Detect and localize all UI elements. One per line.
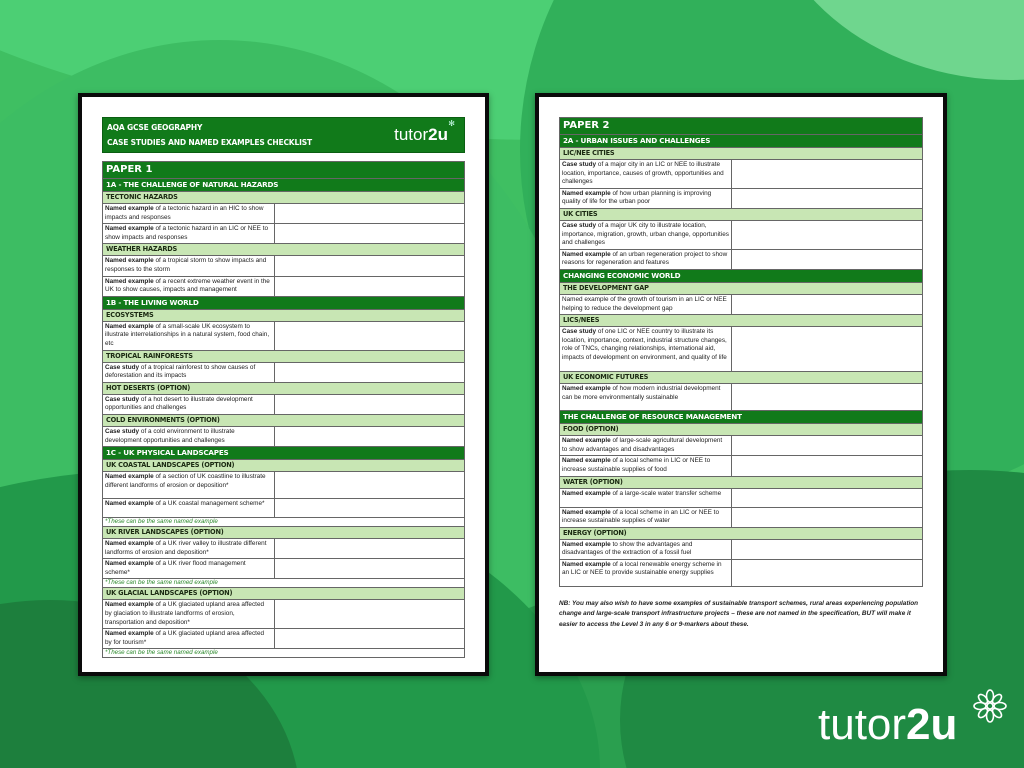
answer-cell[interactable] — [275, 426, 465, 446]
item-type-label: Named example — [105, 322, 154, 330]
checklist-item-row — [560, 188, 923, 208]
item-type-label: Case study — [105, 363, 140, 371]
section-header-row — [103, 179, 465, 192]
item-description — [103, 472, 275, 499]
subsection-header-row — [560, 148, 923, 160]
item-description — [560, 220, 732, 249]
item-type-label: Named example — [105, 205, 154, 212]
item-text: of a recent extreme weather event in the UK to show causes, impacts and management — [105, 277, 270, 294]
item-description — [103, 559, 275, 579]
item-text: of a local scheme in an LIC or NEE to increase sustainable supplies of water — [562, 508, 720, 525]
item-text: of a local scheme in LIC or NEE to increase sustainable supplies of food — [562, 457, 711, 473]
document-title-line-2: CASE STUDIES AND NAMED EXAMPLES CHECKLIST — [107, 137, 312, 147]
checklist-item-row — [560, 327, 923, 372]
item-description — [103, 394, 275, 414]
item-type-label: Named example — [105, 540, 154, 548]
subsection-header-row — [103, 309, 465, 321]
subsection-heading: UK GLACIAL LANDSCAPES (OPTION) — [103, 588, 465, 600]
item-description — [560, 488, 732, 507]
answer-cell[interactable] — [275, 321, 465, 350]
checklist-item-row — [560, 294, 923, 314]
item-description — [560, 327, 732, 372]
item-text: of large-scale agricultural development to show advantages and disadvantages — [562, 437, 723, 453]
item-type-label: Named example — [105, 225, 154, 233]
answer-cell[interactable] — [275, 499, 465, 518]
subsection-heading: TROPICAL RAINFORESTS — [103, 350, 465, 362]
answer-cell[interactable] — [275, 204, 465, 224]
answer-cell[interactable] — [732, 327, 923, 372]
item-text: to show the advantages and disadvantages of the extraction of a fossil fuel — [562, 540, 693, 557]
item-description — [560, 249, 732, 269]
item-type-label: Named example — [562, 540, 611, 548]
item-type-label: Named example — [562, 457, 611, 465]
item-type-label: Case study — [562, 328, 597, 336]
logo-text-bold: 2u — [428, 125, 448, 144]
item-text: of a local renewable energy scheme in an LIC or NEE to provide sustainable energy supplies — [562, 560, 722, 577]
item-type-label: Named example — [105, 257, 154, 265]
item-text: of a tropical storm to show impacts and responses to the storm — [105, 257, 267, 273]
subsection-header-row — [103, 460, 465, 472]
item-description — [560, 436, 732, 456]
item-text: of one LIC or NEE country to illustrate its location, importance, context, industrial structure changes, role of TNCs, changing relationships, international aid, impacts of development on environment, and quality of life — [562, 328, 727, 361]
answer-cell[interactable] — [275, 472, 465, 499]
subsection-heading: HOT DESERTS (OPTION) — [103, 382, 465, 394]
subsection-header-row — [103, 414, 465, 426]
answer-cell[interactable] — [275, 629, 465, 649]
subsection-header-row — [560, 315, 923, 327]
item-type-label: Named example — [562, 385, 611, 393]
answer-cell[interactable] — [275, 256, 465, 276]
same-example-note: *These can be the same named example — [103, 518, 465, 527]
checklist-item-row — [103, 394, 465, 414]
subsection-heading: LIC/NEE CITIES — [560, 148, 923, 160]
answer-cell[interactable] — [732, 220, 923, 249]
checklist-item-row — [103, 224, 465, 244]
item-description — [103, 362, 275, 382]
checklist-page-1 — [78, 93, 489, 676]
section-heading: 1A - THE CHALLENGE OF NATURAL HAZARDS — [103, 179, 465, 192]
section-header-row — [103, 447, 465, 460]
subsection-header-row — [560, 424, 923, 436]
checklist-item-row — [560, 456, 923, 476]
item-description — [560, 188, 732, 208]
checklist-item-row — [103, 499, 465, 518]
answer-cell[interactable] — [732, 249, 923, 269]
item-description — [103, 204, 275, 224]
answer-cell[interactable] — [732, 559, 923, 586]
subsection-heading: ECOSYSTEMS — [103, 309, 465, 321]
checklist-item-row — [103, 276, 465, 296]
answer-cell[interactable] — [275, 362, 465, 382]
item-description — [103, 539, 275, 559]
item-type-label: Named example — [562, 250, 611, 258]
item-description — [103, 256, 275, 276]
item-type-label: Case study — [105, 395, 140, 403]
subsection-heading: UK CITIES — [560, 208, 923, 220]
subsection-header-row — [103, 244, 465, 256]
checklist-item-row — [103, 426, 465, 446]
subsection-header-row — [103, 382, 465, 394]
checklist-item-row — [560, 507, 923, 527]
item-type-label: Named example — [105, 500, 154, 508]
subsection-heading: COLD ENVIRONMENTS (OPTION) — [103, 414, 465, 426]
subsection-heading: ENERGY (OPTION) — [560, 527, 923, 539]
item-text: of a tectonic hazard in an HIC to show impacts and responses — [105, 205, 264, 221]
document-title-banner — [102, 117, 465, 153]
answer-cell[interactable] — [732, 188, 923, 208]
subsection-header-row — [560, 476, 923, 488]
checklist-item-row — [560, 559, 923, 586]
item-text: of a UK coastal management scheme* — [153, 500, 265, 508]
same-example-note: *These can be the same named example — [103, 579, 465, 588]
checklist-item-row — [103, 629, 465, 649]
item-text: of an urban regeneration project to show reasons for regeneration and features — [562, 250, 728, 267]
subsection-heading: UK ECONOMIC FUTURES — [560, 372, 923, 384]
checklist-item-row — [560, 488, 923, 507]
section-header-row — [560, 269, 923, 282]
item-text: of how urban planning is improving quality of life for the urban poor — [562, 189, 712, 206]
answer-cell[interactable] — [732, 456, 923, 476]
subsection-header-row — [560, 372, 923, 384]
section-header-row — [103, 296, 465, 309]
item-description — [103, 224, 275, 244]
checklist-item-row — [103, 204, 465, 224]
item-type-label: Named example — [562, 508, 611, 516]
subsection-heading: THE DEVELOPMENT GAP — [560, 282, 923, 294]
section-header-row — [560, 411, 923, 424]
item-text: of a UK glaciated upland area affected by for tourism* — [105, 630, 265, 646]
section-heading: THE CHALLENGE OF RESOURCE MANAGEMENT — [560, 411, 923, 424]
item-type-label: Named example — [105, 601, 154, 609]
item-text: of a small-scale UK ecosystem to illustrate interrelationships in a natural system, food chain, etc — [105, 322, 270, 347]
item-text: of a large-scale water transfer scheme — [610, 489, 722, 497]
answer-cell[interactable] — [732, 539, 923, 559]
item-text: of a major UK city to illustrate location, importance, migration, growth, urban change, opportunities and challenges — [562, 221, 729, 247]
brand-text-bold: 2u — [906, 700, 958, 749]
paper-header-row — [560, 118, 923, 135]
item-text: of a UK river valley to illustrate different landforms of erosion and deposition* — [105, 540, 267, 556]
checklist-item-row — [103, 472, 465, 499]
item-type-label: Named example — [562, 437, 611, 445]
item-description — [560, 539, 732, 559]
answer-cell[interactable] — [275, 224, 465, 244]
brand-text: tutor — [818, 700, 907, 749]
section-heading: 1C - UK PHYSICAL LANDSCAPES — [103, 447, 465, 460]
checklist-item-row — [103, 362, 465, 382]
document-title-line-1: AQA GCSE GEOGRAPHY — [107, 122, 203, 132]
subsection-heading: TECTONIC HAZARDS — [103, 192, 465, 204]
checklist-item-row — [103, 321, 465, 350]
answer-cell[interactable] — [732, 507, 923, 527]
tutor2u-brand-logo — [818, 700, 957, 750]
checklist-item-row — [560, 249, 923, 269]
item-description — [560, 456, 732, 476]
nb-footnote: NB: You may also wish to have some examples of sustainable transport schemes, rural areas experiencing population change and large-scale transport infrastructure projects – these are not named in the specification, BUT will make it easier to access the Level 3 in any 6 or 9-markers about these. — [559, 599, 919, 628]
logo-text: tutor — [394, 125, 429, 144]
checklist-item-row — [103, 539, 465, 559]
item-description — [560, 294, 732, 314]
checklist-item-row — [560, 436, 923, 456]
subsection-heading: LICS/NEES — [560, 315, 923, 327]
item-description — [103, 499, 275, 518]
same-example-note: *These can be the same named example — [103, 649, 465, 658]
paper-header-row — [103, 162, 465, 179]
item-type-label: Case study — [562, 221, 597, 229]
item-text: Named example of the growth of tourism in an LIC or NEE helping to reduce the development gap — [562, 295, 727, 312]
item-text: of a major city in an LIC or NEE to illustrate location, importance, causes of growth, opportunities and challenges — [562, 161, 724, 186]
item-type-label: Named example — [105, 277, 154, 285]
subsection-header-row — [560, 527, 923, 539]
item-text: of a hot desert to illustrate development opportunities and challenges — [105, 395, 253, 412]
subsection-header-row — [560, 208, 923, 220]
footnote-row — [103, 649, 465, 658]
item-type-label: Named example — [105, 560, 154, 568]
item-description — [103, 600, 275, 629]
item-text: of a UK glaciated upland area affected by glaciation to illustrate landforms of erosion, transportation and deposition* — [105, 601, 265, 626]
tutor2u-logo-small — [394, 119, 455, 145]
item-type-label: Named example — [562, 189, 611, 197]
checklist-item-row — [103, 559, 465, 579]
answer-cell[interactable] — [275, 276, 465, 296]
item-type-label: Named example — [105, 630, 154, 638]
item-type-label: Named example — [562, 489, 611, 497]
item-text: of a tropical rainforest to show causes of deforestation and its impacts — [105, 363, 256, 380]
item-text: of a cold environment to illustrate development opportunities and challenges — [105, 427, 235, 444]
subsection-header-row — [103, 527, 465, 539]
item-text: of a section of UK coastline to illustrate different landforms of erosion or deposition* — [105, 473, 266, 489]
section-header-row — [560, 135, 923, 148]
flower-icon — [972, 688, 1008, 724]
section-heading: CHANGING ECONOMIC WORLD — [560, 269, 923, 282]
checklist-item-row — [560, 160, 923, 189]
subsection-header-row — [103, 192, 465, 204]
checklist-table-paper-2 — [559, 117, 923, 587]
answer-cell[interactable] — [275, 559, 465, 579]
item-text: of a tectonic hazard in an LIC or NEE to show impacts and responses — [105, 225, 269, 241]
subsection-heading: WEATHER HAZARDS — [103, 244, 465, 256]
checklist-item-row — [560, 220, 923, 249]
subsection-header-row — [103, 588, 465, 600]
checklist-table-paper-1 — [102, 161, 465, 658]
item-type-label: Named example — [562, 560, 611, 568]
checklist-item-row — [103, 256, 465, 276]
item-type-label: Case study — [105, 427, 140, 435]
section-heading: 2A - URBAN ISSUES AND CHALLENGES — [560, 135, 923, 148]
item-description — [103, 276, 275, 296]
answer-cell[interactable] — [732, 384, 923, 411]
item-description — [560, 559, 732, 586]
item-text: of a UK river flood management scheme* — [105, 560, 246, 576]
footnote-row — [103, 579, 465, 588]
answer-cell[interactable] — [275, 394, 465, 414]
item-description — [560, 160, 732, 189]
subsection-heading: UK RIVER LANDSCAPES (OPTION) — [103, 527, 465, 539]
item-description — [103, 426, 275, 446]
checklist-item-row — [103, 600, 465, 629]
answer-cell[interactable] — [732, 160, 923, 189]
item-description — [103, 321, 275, 350]
answer-cell[interactable] — [275, 600, 465, 629]
footnote-row — [103, 518, 465, 527]
subsection-heading: WATER (OPTION) — [560, 476, 923, 488]
checklist-page-2 — [535, 93, 947, 676]
answer-cell[interactable] — [275, 539, 465, 559]
item-type-label: Named example — [105, 473, 154, 481]
item-description — [560, 507, 732, 527]
subsection-header-row — [103, 350, 465, 362]
checklist-item-row — [560, 384, 923, 411]
paper-heading: PAPER 1 — [103, 162, 465, 179]
subsection-heading: FOOD (OPTION) — [560, 424, 923, 436]
paper-heading: PAPER 2 — [560, 118, 923, 135]
flower-icon: ✻ — [448, 119, 455, 128]
checklist-item-row — [560, 539, 923, 559]
answer-cell[interactable] — [732, 488, 923, 507]
item-description — [560, 384, 732, 411]
item-description — [103, 629, 275, 649]
item-text: of how modern industrial development can be more environmentally sustainable — [562, 385, 721, 401]
answer-cell[interactable] — [732, 436, 923, 456]
item-type-label: Case study — [562, 161, 597, 168]
answer-cell[interactable] — [732, 294, 923, 314]
subsection-heading: UK COASTAL LANDSCAPES (OPTION) — [103, 460, 465, 472]
section-heading: 1B - THE LIVING WORLD — [103, 296, 465, 309]
subsection-header-row — [560, 282, 923, 294]
